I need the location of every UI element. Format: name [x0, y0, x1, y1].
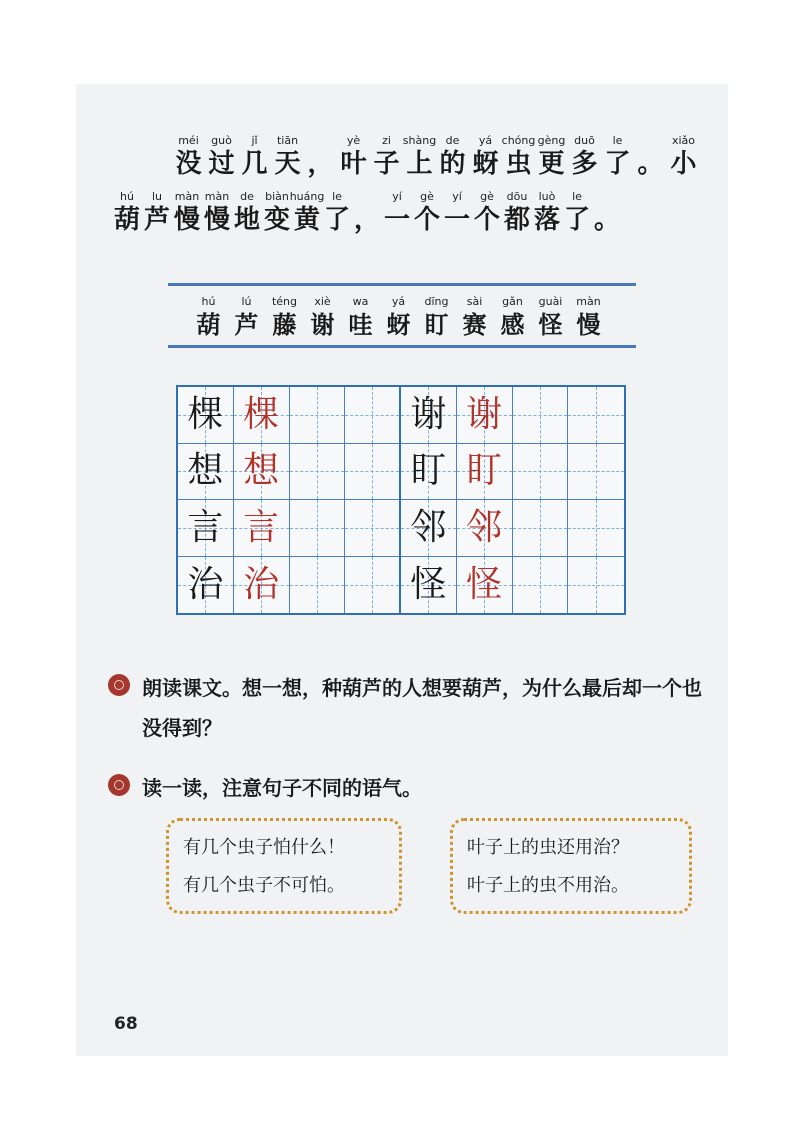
- trace-character: 想: [243, 450, 280, 492]
- hanzi: 落: [533, 205, 560, 235]
- word-strip-bottom-rule: [168, 345, 636, 348]
- hanzi: 更: [538, 149, 565, 179]
- new-word: [458, 295, 491, 341]
- grid-cell: [401, 557, 457, 614]
- hanzi: 蚜: [472, 149, 499, 179]
- char-with-pinyin: [592, 190, 622, 236]
- grid-cell: [457, 444, 513, 501]
- char-with-pinyin: [472, 190, 502, 236]
- char-with-pinyin: [382, 190, 412, 236]
- new-word: [344, 295, 377, 341]
- grid-cell: [234, 500, 290, 557]
- hanzi: 叶: [340, 149, 367, 179]
- grid-cell: [345, 444, 401, 501]
- pinyin: yè: [346, 134, 361, 147]
- hanzi: 多: [571, 149, 598, 179]
- grid-cell: [234, 387, 290, 444]
- pinyin: xiè: [314, 295, 331, 308]
- pinyin: le: [332, 190, 342, 203]
- grid-cell: [290, 444, 346, 501]
- hanzi: 上: [406, 149, 433, 179]
- hanzi: 一: [443, 205, 470, 235]
- model-character: 盯: [410, 450, 447, 492]
- hanzi: 赛: [462, 310, 487, 339]
- hanzi: 的: [439, 149, 466, 179]
- grid-cell: [178, 444, 234, 501]
- pinyin: lú: [241, 295, 252, 308]
- pinyin: màn: [576, 295, 601, 308]
- pinyin: téng: [271, 295, 298, 308]
- model-character: 言: [187, 506, 224, 548]
- passage-line-1: [172, 134, 700, 180]
- hanzi: 藤: [272, 310, 297, 339]
- hanzi: 慢: [173, 205, 200, 235]
- hanzi: 了: [604, 149, 631, 179]
- hanzi: 慢: [576, 310, 601, 339]
- grid-cell: [345, 387, 401, 444]
- hanzi: 虫: [505, 149, 532, 179]
- char-with-pinyin: [352, 190, 382, 236]
- hanzi: 几: [241, 149, 268, 179]
- new-word: [306, 295, 339, 341]
- compare-box-left: [166, 818, 402, 914]
- hanzi: 都: [503, 205, 530, 235]
- char-with-pinyin: [271, 134, 304, 180]
- new-word: [572, 295, 605, 341]
- pinyin: yí: [392, 190, 402, 203]
- hanzi: 哇: [348, 310, 373, 339]
- model-character: 邻: [410, 506, 447, 548]
- new-word: [382, 295, 415, 341]
- task-2: [108, 768, 702, 808]
- pinyin: dīng: [424, 295, 449, 308]
- pinyin: guài: [538, 295, 563, 308]
- passage-line-2: [112, 190, 622, 236]
- char-with-pinyin: [442, 190, 472, 236]
- grid-cell: [178, 500, 234, 557]
- trace-character: 治: [243, 563, 280, 605]
- char-with-pinyin: [412, 190, 442, 236]
- char-with-pinyin: [667, 134, 700, 180]
- grid-cell: [178, 387, 234, 444]
- compare-sentence: 有几个虫子怕什么！: [183, 837, 345, 858]
- char-with-pinyin: [337, 134, 370, 180]
- pinyin: duō: [574, 134, 595, 147]
- char-with-pinyin: [532, 190, 562, 236]
- pinyin: jǐ: [251, 134, 258, 147]
- model-character: 谢: [410, 393, 447, 435]
- grid-cell: [290, 557, 346, 614]
- grid-cell: [234, 444, 290, 501]
- flower-icon: [108, 774, 130, 796]
- task-1: [108, 668, 702, 748]
- hanzi: 怪: [538, 310, 563, 339]
- hanzi: 了: [563, 205, 590, 235]
- new-words-row: [192, 295, 605, 341]
- hanzi: 葫: [196, 310, 221, 339]
- char-with-pinyin: [112, 190, 142, 236]
- pinyin: luò: [538, 190, 556, 203]
- task-2-text: 读一读，注意句子不同的语气。: [142, 776, 422, 800]
- new-word: [192, 295, 225, 341]
- char-with-pinyin: [502, 134, 535, 180]
- pinyin: xiǎo: [671, 134, 696, 147]
- grid-cell: [345, 557, 401, 614]
- compare-sentence: 叶子上的虫不用治。: [467, 875, 629, 896]
- model-character: 想: [187, 450, 224, 492]
- char-with-pinyin: [205, 134, 238, 180]
- char-with-pinyin: [535, 134, 568, 180]
- pinyin: màn: [174, 190, 200, 203]
- pinyin: hú: [120, 190, 134, 203]
- hanzi: 过: [208, 149, 235, 179]
- trace-character: 怪: [466, 563, 503, 605]
- pinyin: lu: [151, 190, 163, 203]
- char-with-pinyin: [289, 190, 325, 236]
- char-with-pinyin: [370, 134, 403, 180]
- compare-sentence: 有几个虫子不可怕。: [183, 875, 345, 896]
- char-with-pinyin: [304, 134, 337, 180]
- char-with-pinyin: [634, 134, 667, 180]
- grid-cell: [568, 557, 624, 614]
- pinyin: hú: [201, 295, 216, 308]
- compare-sentence: 叶子上的虫还用治？: [467, 837, 629, 858]
- char-with-pinyin: [232, 190, 262, 236]
- hanzi: 葫: [113, 205, 140, 235]
- hanzi: 子: [373, 149, 400, 179]
- char-with-pinyin: [403, 134, 436, 180]
- pinyin: yá: [478, 134, 493, 147]
- hanzi: 芦: [234, 310, 259, 339]
- hanzi: 。: [593, 205, 620, 235]
- pinyin: le: [572, 190, 582, 203]
- pinyin: yá: [391, 295, 406, 308]
- hanzi: 盯: [424, 310, 449, 339]
- hanzi: 了: [323, 205, 350, 235]
- hanzi: ，: [307, 149, 334, 179]
- hanzi: 谢: [310, 310, 335, 339]
- grid-cell: [457, 557, 513, 614]
- char-with-pinyin: [142, 190, 172, 236]
- hanzi: 芦: [143, 205, 170, 235]
- grid-cell: [457, 387, 513, 444]
- grid-cell: [568, 500, 624, 557]
- hanzi: 地: [233, 205, 260, 235]
- char-with-pinyin: [322, 190, 352, 236]
- writing-grid: [176, 385, 626, 615]
- grid-cell: [290, 500, 346, 557]
- grid-cell: [513, 557, 569, 614]
- grid-cell: [290, 387, 346, 444]
- pinyin: de: [445, 134, 460, 147]
- grid-cell: [568, 387, 624, 444]
- hanzi: 慢: [203, 205, 230, 235]
- char-with-pinyin: [502, 190, 532, 236]
- pinyin: gèng: [537, 134, 566, 147]
- char-with-pinyin: [568, 134, 601, 180]
- pinyin: tiān: [276, 134, 299, 147]
- grid-cell: [401, 500, 457, 557]
- pinyin: le: [612, 134, 623, 147]
- grid-cell: [513, 387, 569, 444]
- pinyin: màn: [204, 190, 230, 203]
- hanzi: 个: [473, 205, 500, 235]
- pinyin: sài: [466, 295, 483, 308]
- pinyin: gè: [480, 190, 494, 203]
- flower-icon: [108, 674, 130, 696]
- hanzi: ，: [353, 205, 380, 235]
- model-character: 怪: [410, 563, 447, 605]
- trace-character: 言: [243, 506, 280, 548]
- pinyin: wa: [352, 295, 369, 308]
- pinyin: huáng: [289, 190, 325, 203]
- trace-character: 谢: [466, 393, 503, 435]
- char-with-pinyin: [202, 190, 232, 236]
- trace-character: 棵: [243, 393, 280, 435]
- hanzi: 黄: [293, 205, 320, 235]
- char-with-pinyin: [172, 190, 202, 236]
- grid-cell: [401, 387, 457, 444]
- hanzi: 感: [500, 310, 525, 339]
- hanzi: 。: [637, 149, 664, 179]
- model-character: 棵: [187, 393, 224, 435]
- pinyin: shàng: [402, 134, 437, 147]
- char-with-pinyin: [562, 190, 592, 236]
- hanzi: 天: [274, 149, 301, 179]
- hanzi: 没: [175, 149, 202, 179]
- grid-cell: [234, 557, 290, 614]
- compare-box-right: [450, 818, 692, 914]
- new-word: [230, 295, 263, 341]
- trace-character: 邻: [466, 506, 503, 548]
- word-strip-top-rule: [168, 283, 636, 286]
- task-1-text: 朗读课文。想一想，种葫芦的人想要葫芦，为什么最后却一个也没得到？: [142, 676, 702, 740]
- char-with-pinyin: [262, 190, 292, 236]
- pinyin: gǎn: [502, 295, 523, 308]
- pinyin: chóng: [501, 134, 536, 147]
- new-word: [534, 295, 567, 341]
- pinyin: de: [240, 190, 254, 203]
- char-with-pinyin: [601, 134, 634, 180]
- pinyin: yí: [452, 190, 462, 203]
- new-word: [496, 295, 529, 341]
- grid-cell: [345, 500, 401, 557]
- grid-cell: [457, 500, 513, 557]
- pinyin: zi: [382, 134, 391, 147]
- new-word: [420, 295, 453, 341]
- pinyin: gè: [420, 190, 434, 203]
- hanzi: 一: [383, 205, 410, 235]
- grid-cell: [178, 557, 234, 614]
- page-number: 68: [114, 1014, 138, 1034]
- hanzi: 变: [263, 205, 290, 235]
- char-with-pinyin: [238, 134, 271, 180]
- grid-cell: [401, 444, 457, 501]
- grid-cell: [513, 500, 569, 557]
- pinyin: guò: [211, 134, 232, 147]
- char-with-pinyin: [172, 134, 205, 180]
- grid-cell: [568, 444, 624, 501]
- pinyin: méi: [178, 134, 199, 147]
- char-with-pinyin: [436, 134, 469, 180]
- hanzi: 蚜: [386, 310, 411, 339]
- char-with-pinyin: [469, 134, 502, 180]
- grid-cell: [513, 444, 569, 501]
- hanzi: 个: [413, 205, 440, 235]
- model-character: 治: [187, 563, 224, 605]
- pinyin: dōu: [506, 190, 528, 203]
- trace-character: 盯: [466, 450, 503, 492]
- new-word: [268, 295, 301, 341]
- hanzi: 小: [670, 149, 697, 179]
- pinyin: biàn: [265, 190, 289, 203]
